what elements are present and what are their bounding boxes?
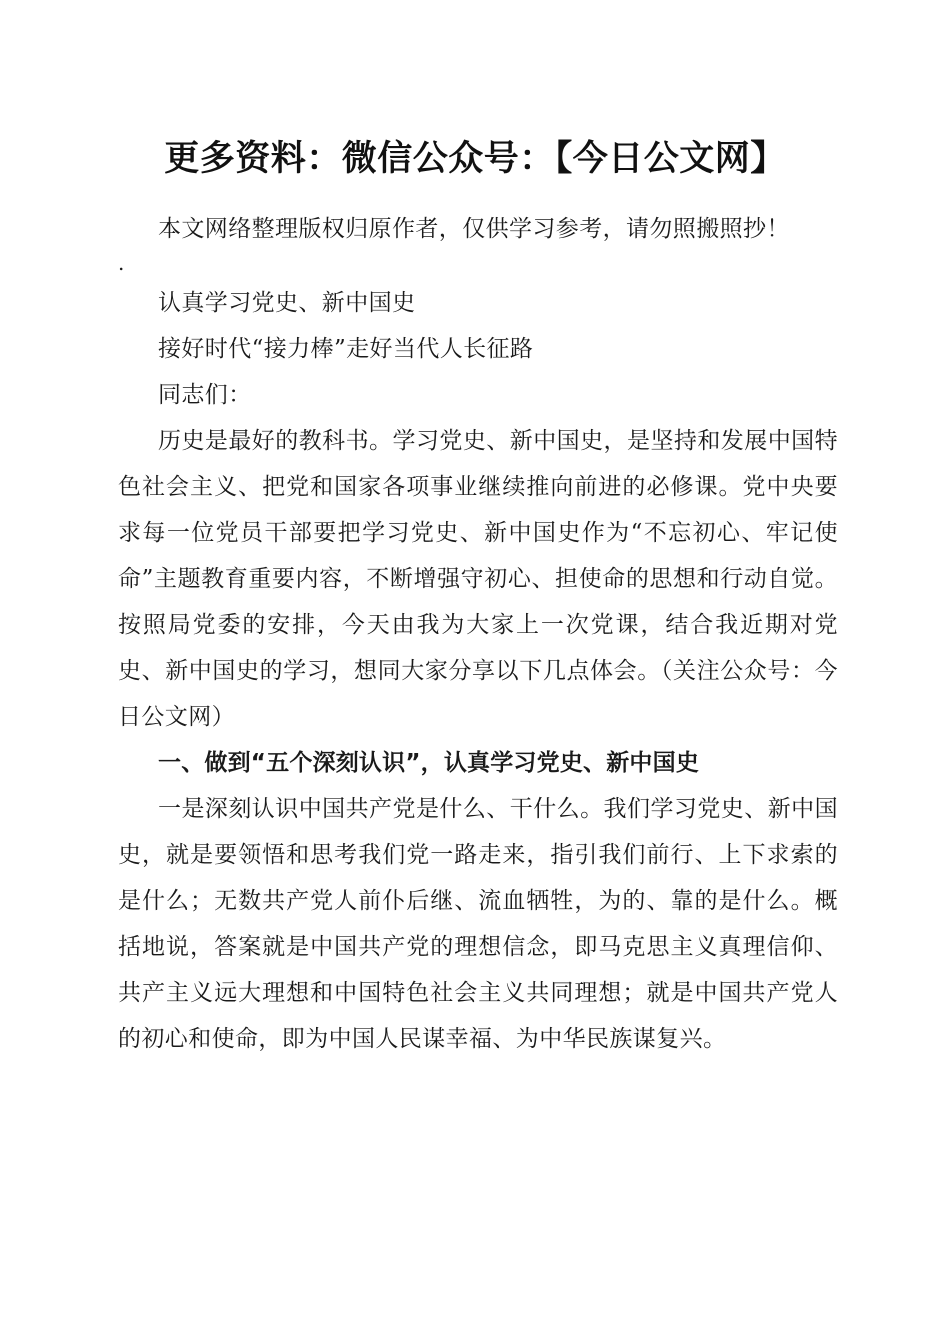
notice-dot: .: [118, 251, 125, 275]
document-title: 更多资料：微信公众号：【今日公文网】: [164, 139, 786, 179]
salutation: 同志们：: [158, 382, 252, 408]
copyright-notice: 本文网络整理版权归原作者，仅供学习参考，请勿照搬照抄！: [158, 216, 790, 242]
paragraph-point-one: 一是深刻认识中国共产党是什么、干什么。我们学习党史、新中国史，就是要领悟和思考我们党一路走来，指引我们前行、上下求索的是什么；无数共产党人前仆后继、流血牺牲，为的、靠的是什么。概括地说，答案就是中国共产党的理想信念，即马克思主义真理信仰、共产主义远大理想和中国特色社会主义共同理想；就是中国共产党人的初心和使命，即为中国人民谋幸福、为中华民族谋复兴。: [118, 796, 838, 1052]
subtitle-study-history: 认真学习党史、新中国史: [158, 290, 416, 316]
subtitle-relay-baton: 接好时代“接力棒”走好当代人长征路: [158, 336, 534, 362]
section-heading-one: 一、做到“五个深刻认识”，认真学习党史、新中国史: [158, 750, 700, 776]
paragraph-introduction: 历史是最好的教科书。学习党史、新中国史，是坚持和发展中国特色社会主义、把党和国家各项事业继续推向前进的必修课。党中央要求每一位党员干部要把学习党史、新中国史作为“不忘初心、牢记使命”主题教育重要内容，不断增强守初心、担使命的思想和行动自觉。按照局党委的安排，今天由我为大家上一次党课，结合我近期对党史、新中国史的学习，想同大家分享以下几点体会。（关注公众号：今日公文网）: [118, 428, 838, 730]
document-body: [118, 206, 838, 1062]
